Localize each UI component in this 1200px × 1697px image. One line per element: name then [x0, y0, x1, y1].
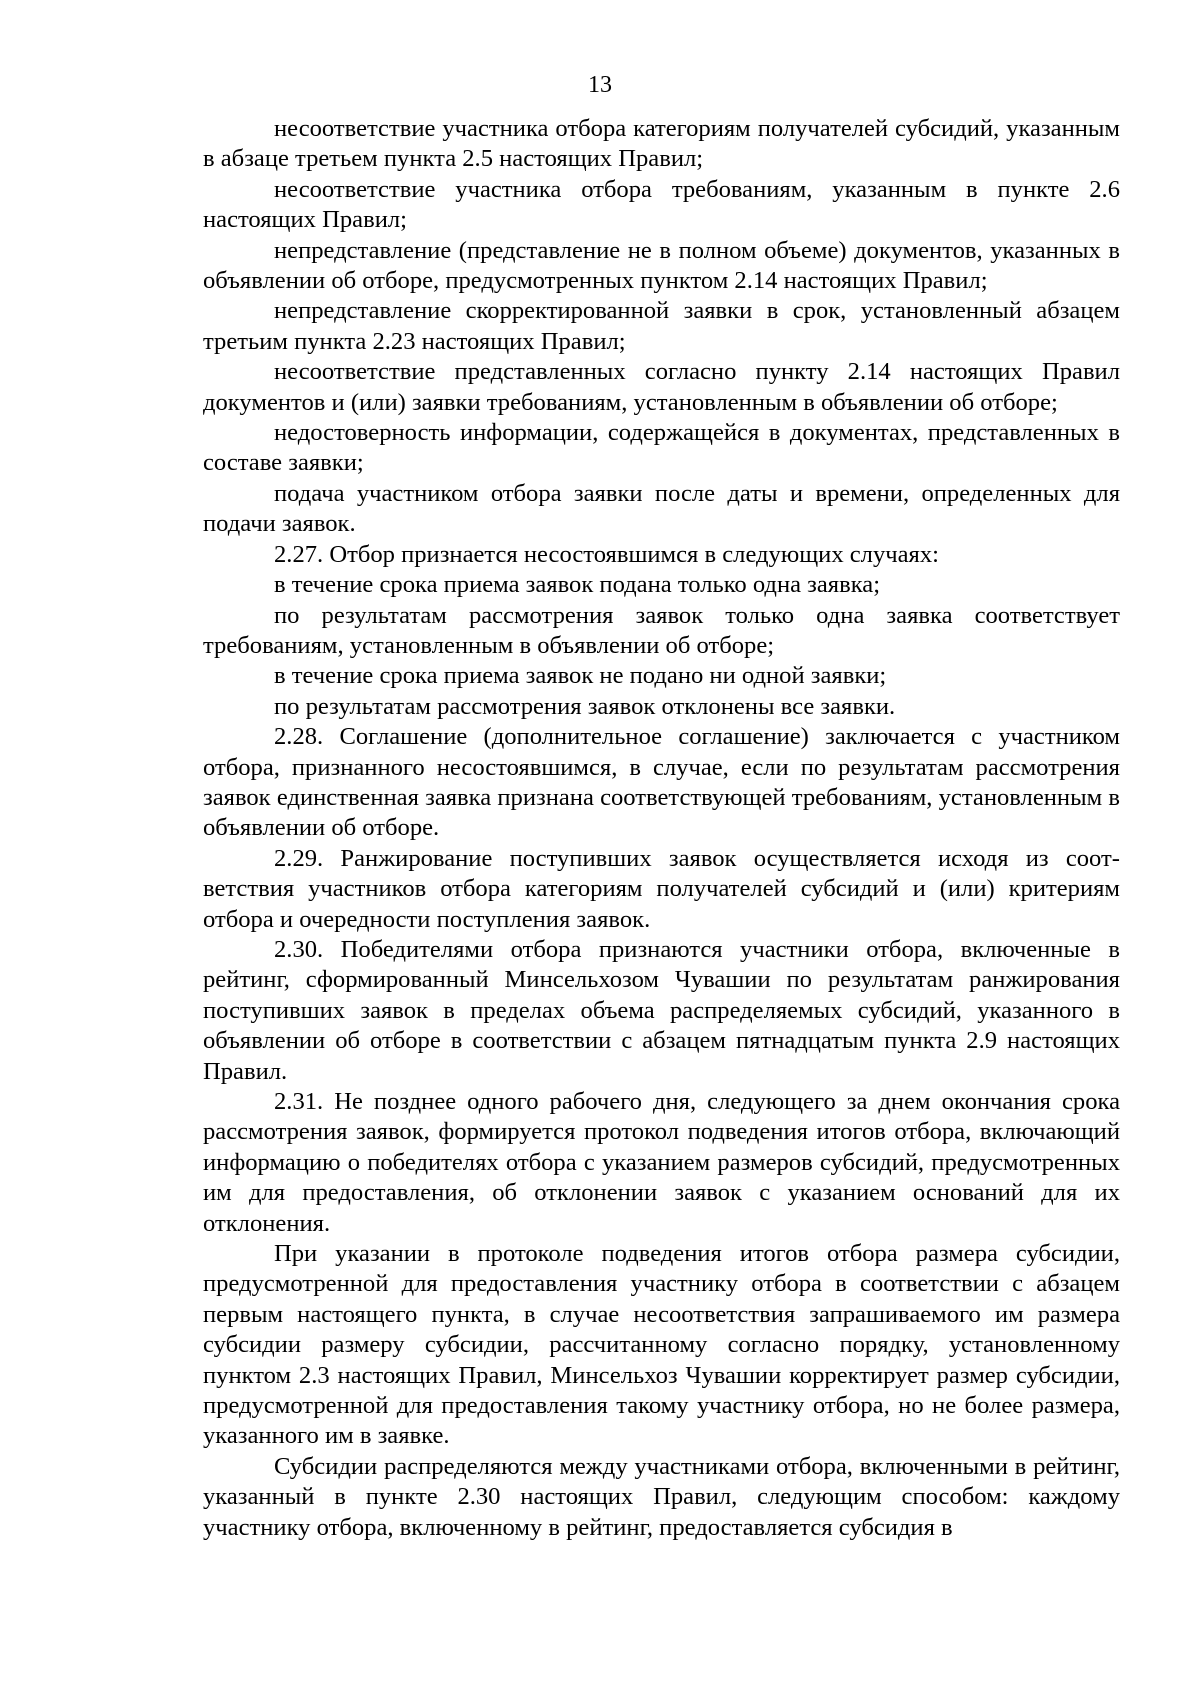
- paragraph-18: Субсидии распределяются между участниками отбора, включенными в рейтинг, указанный в пункте 2.30 настоящих Правил, следующим способом: каждому участнику отбора, включенному в рейтинг, предоставляется субсидия в: [203, 1452, 1120, 1541]
- paragraph-17: При указании в протоколе подведения итогов отбора размера субсидии, предусмотренной для предоставления участнику отбора в соответствии с абзацем первым настоящего пункта, в случае несоответствия запрашиваемого им размера субсидии размеру субсидии, рассчитанному согласно порядку, установленному пунктом 2.3 настоящих Правил, Минсельхоз Чувашии корректирует размер субсидии, предусмотренной для предоставления такому участнику отбора, но не более размера, указанного им в заявке.: [203, 1240, 1120, 1450]
- paragraph-6: недостоверность информации, содержащейся в документах, представленных в составе заявки;: [203, 419, 1120, 477]
- paragraph-1: несоответствие участника отбора категориям получателей субсидий, указанным в абзаце третьем пункта 2.5 настоящих Правил;: [203, 115, 1120, 173]
- paragraph-9: в течение срока приема заявок подана только одна заявка;: [274, 571, 881, 599]
- paragraph-7: подача участником отбора заявки после даты и времени, определенных для подачи заявок.: [203, 479, 1120, 538]
- paragraph-16: 2.31. Не позднее одного рабочего дня, следующего за днем окончания срока рассмотрения заявок, формируется протокол подведения итогов отбора, включающий информацию о победителях отбора с указанием размеров субсидий, предусмотренных им для предоставления, об отклонении заявок с указанием оснований для их отклонения.: [203, 1088, 1120, 1237]
- paragraph-10: по результатам рассмотрения заявок только одна заявка соответствует требованиям, установленным в объявлении об отборе;: [203, 601, 1120, 659]
- paragraph-3: непредставление (представление не в полном объеме) документов, указанных в объявлении об отборе, предусмотренных пунктом 2.14 настоящих Правил;: [203, 236, 1120, 295]
- paragraph-4: непредставление скорректированной заявки в срок, установленный абзацем третьим пункта 2.23 настоящих Правил;: [203, 297, 1120, 355]
- paragraph-2: несоответствие участника отбора требованиям, указанным в пункте 2.6 настоящих Правил;: [203, 175, 1120, 234]
- page-number: 13: [588, 72, 612, 98]
- paragraph-5: несоответствие представленных согласно пункту 2.14 настоящих Правил документов и (или) заявки требованиям, установленным в объявлении об отборе;: [203, 358, 1120, 416]
- paragraph-14: 2.29. Ранжирование поступивших заявок осуществляется исходя из соответствия участников отбора категориям получателей субсидий и (или) критериям отбора и очередности поступления заявок.: [203, 844, 1120, 933]
- document-body: [203, 114, 1120, 1543]
- paragraph-13: 2.28. Соглашение (дополнительное соглашение) заключается с участником отбора, признанного несостоявшимся, в случае, если по результатам рассмотрения заявок единственная заявка признана соответствующей требованиям, установленным в объявлении об отборе.: [203, 723, 1120, 842]
- paragraph-8: 2.27. Отбор признается несостоявшимся в следующих случаях:: [274, 540, 939, 568]
- paragraph-12: по результатам рассмотрения заявок отклонены все заявки.: [274, 692, 896, 720]
- paragraph-11: в течение срока приема заявок не подано ни одной заявки;: [274, 662, 887, 690]
- paragraph-15: 2.30. Победителями отбора признаются участники отбора, включенные в рейтинг, сформированный Минсельхозом Чувашии по результатам ранжирования поступивших заявок в пределах объема распределяемых субсидий, указанного в объявлении об отборе в соответствии с абзацем пятнадцатым пункта 2.9 настоящих Правил.: [203, 935, 1120, 1085]
